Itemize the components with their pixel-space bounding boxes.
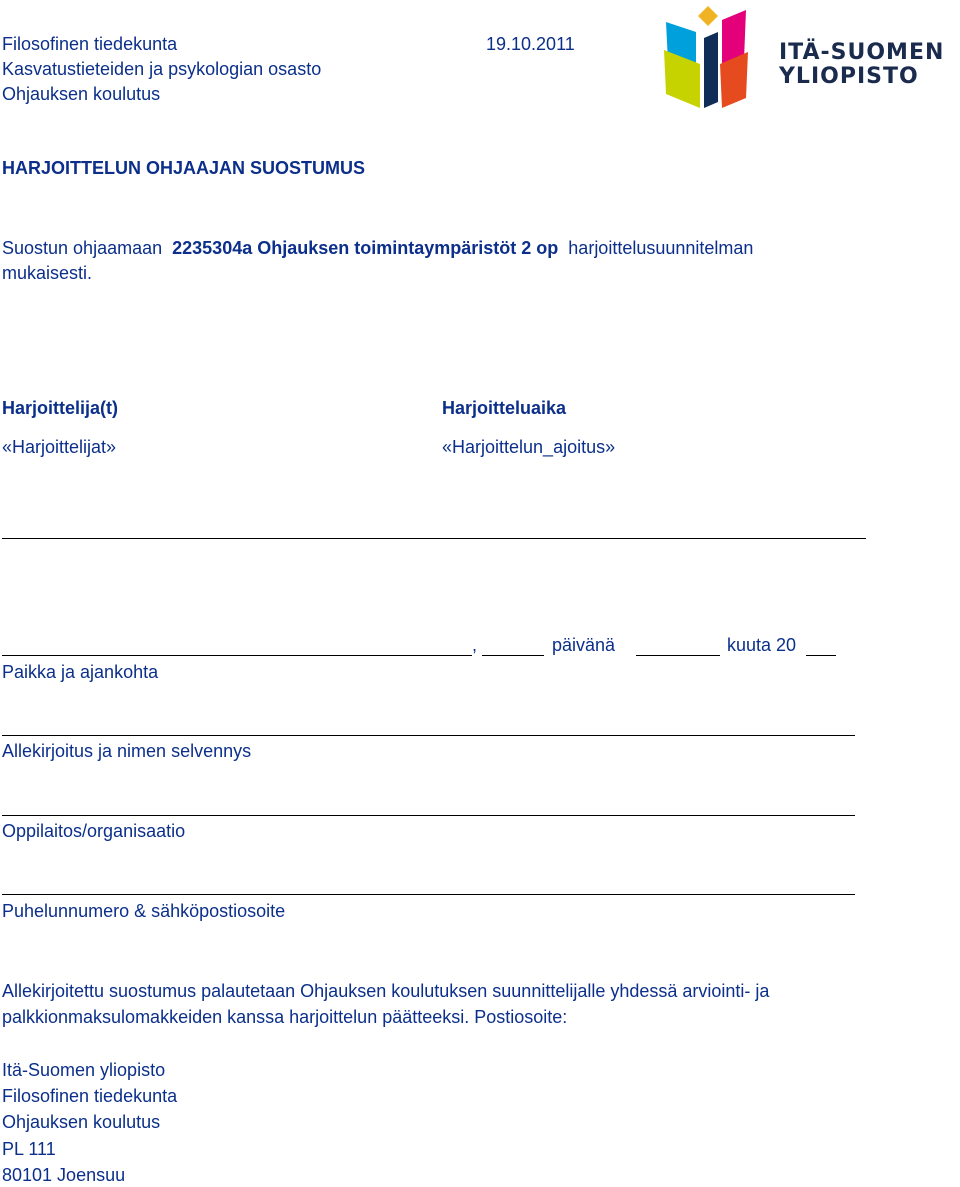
month-line[interactable] [636,655,720,656]
month-word: kuuta 20 [727,635,797,655]
logo-emblem-icon [660,2,770,114]
programme-name: Ohjauksen koulutus [2,84,161,104]
period-value: «Harjoittelun_ajoitus» [442,437,616,457]
organisation-label: Oppilaitos/organisaatio [2,821,186,841]
trainees-value: «Harjoittelijat» [2,437,117,457]
logo-text-line2: YLIOPISTO [779,64,919,89]
instructions-line-2: palkkionmaksulomakkeiden kanssa harjoittelun päätteeksi. Postiosoite: [2,1007,568,1027]
date-comma: , [472,635,478,655]
address-line-3: Ohjauksen koulutus [2,1112,161,1132]
address-line-5: 80101 Joensuu [2,1165,126,1185]
separator-line [2,538,866,539]
organisation-line[interactable] [2,815,855,816]
address-line-2: Filosofinen tiedekunta [2,1086,178,1106]
instructions-line-1: Allekirjoitettu suostumus palautetaan Ohjauksen koulutuksen suunnittelijalle yhdessä arviointi- ja [2,981,770,1001]
year-line[interactable] [806,655,836,656]
address-line-4: PL 111 [2,1139,56,1159]
signature-label: Allekirjoitus ja nimen selvennys [2,741,252,761]
consent-line-1 [2,238,753,260]
logo-text-line1: ITÄ-SUOMEN [779,40,945,65]
period-label: Harjoitteluaika [442,398,567,418]
signature-line[interactable] [2,735,855,736]
consent-prefix: Suostun ohjaamaan [2,238,163,258]
department-name: Kasvatustieteiden ja psykologian osasto [2,59,322,79]
consent-line-2: mukaisesti. [2,263,93,283]
place-date-line[interactable] [2,655,472,656]
university-logo [660,2,960,114]
trainees-label: Harjoittelija(t) [2,398,119,418]
place-label: Paikka ja ajankohta [2,662,159,682]
course-name: 2235304a Ohjauksen toimintaympäristöt 2 op [172,238,559,258]
day-line[interactable] [482,655,544,656]
page-title: HARJOITTELUN OHJAAJAN SUOSTUMUS [2,158,366,178]
document-date: 19.10.2011 [486,34,575,54]
contact-line[interactable] [2,894,855,895]
consent-suffix: harjoittelusuunnitelman [568,238,754,258]
day-word: päivänä [552,635,616,655]
faculty-name: Filosofinen tiedekunta [2,34,178,54]
contact-label: Puhelunnumero & sähköpostiosoite [2,901,286,921]
address-line-1: Itä-Suomen yliopisto [2,1060,166,1080]
